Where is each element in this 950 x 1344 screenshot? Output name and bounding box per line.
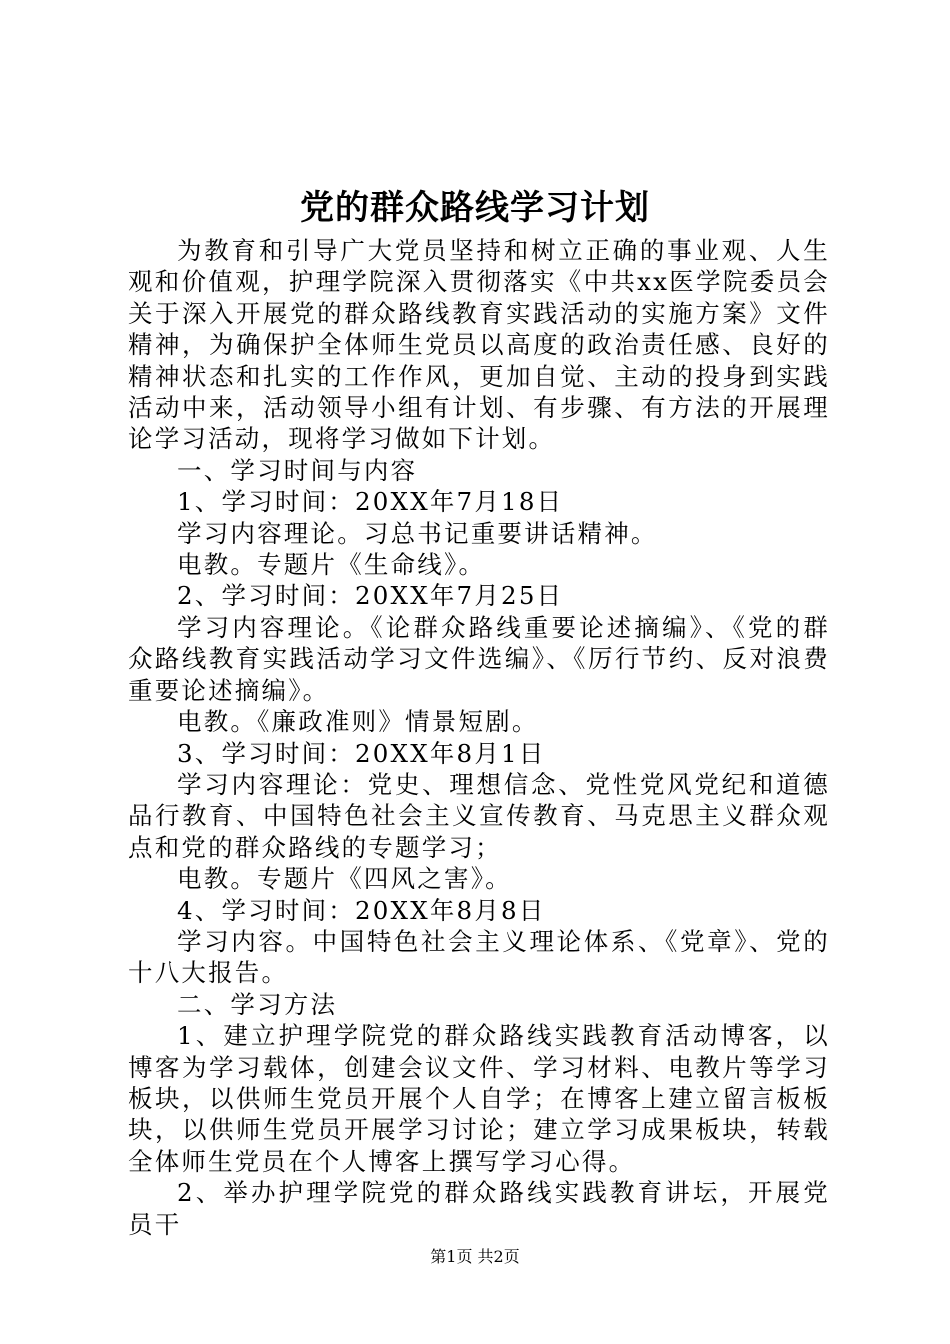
schedule-time-1: 1、学习时间：20XX年7月18日 — [177, 487, 564, 517]
section-heading-1: 一、学习时间与内容 — [177, 455, 418, 485]
schedule-time-2: 2、学习时间：20XX年7月25日 — [177, 581, 564, 611]
schedule-content-2: 学习内容理论。《论群众路线重要论述摘编》、《党的群众路线教育实践活动学习文件选编》、《厉行节约、反对浪费重要论述摘编》。 — [128, 612, 830, 705]
section-heading-2: 二、学习方法 — [177, 989, 338, 1019]
schedule-time-3: 3、学习时间：20XX年8月1日 — [177, 738, 546, 768]
schedule-content-1: 学习内容理论。习总书记重要讲话精神。 — [177, 518, 658, 548]
schedule-video-1: 电教。专题片《生命线》。 — [177, 550, 486, 580]
document-title: 党的群众路线学习计划 — [300, 188, 650, 228]
method-paragraph-1: 1、建立护理学院党的群众路线实践教育活动博客，以博客为学习载体，创建会议文件、学习材料、电教片等学习板块，以供师生党员开展个人自学；在博客上建立留言板板块，以供师生党员开展学习讨论；建立学习成果板块，转载全体师生党员在个人博客上撰写学习心得。 — [128, 1021, 830, 1176]
schedule-video-3: 电教。专题片《四风之害》。 — [177, 864, 512, 894]
schedule-video-2: 电教。《廉政准则》情景短剧。 — [177, 707, 539, 737]
page-footer: 第1页 共2页 — [430, 1247, 520, 1266]
method-paragraph-2: 2、举办护理学院党的群众路线实践教育讲坛，开展党员干 — [128, 1178, 830, 1239]
paragraph-intro: 为教育和引导广大党员坚持和树立正确的事业观、人生观和价值观，护理学院深入贯彻落实《中共xx医学院委员会关于深入开展党的群众路线教育实践活动的实施方案》文件精神，为确保护全体师生党员以高度的政治责任感、良好的精神状态和扎实的工作作风，更加自觉、主动的投身到实践活动中来，活动领导小组有计划、有步骤、有方法的开展理论学习活动，现将学习做如下计划。 — [128, 236, 830, 454]
document-body — [128, 235, 830, 1240]
schedule-time-4: 4、学习时间：20XX年8月8日 — [177, 895, 546, 925]
schedule-content-4: 学习内容。中国特色社会主义理论体系、《党章》、党的十八大报告。 — [128, 926, 830, 988]
schedule-content-3: 学习内容理论：党史、理想信念、党性党风党纪和道德品行教育、中国特色社会主义宣传教育、马克思主义群众观点和党的群众路线的专题学习； — [128, 769, 830, 862]
